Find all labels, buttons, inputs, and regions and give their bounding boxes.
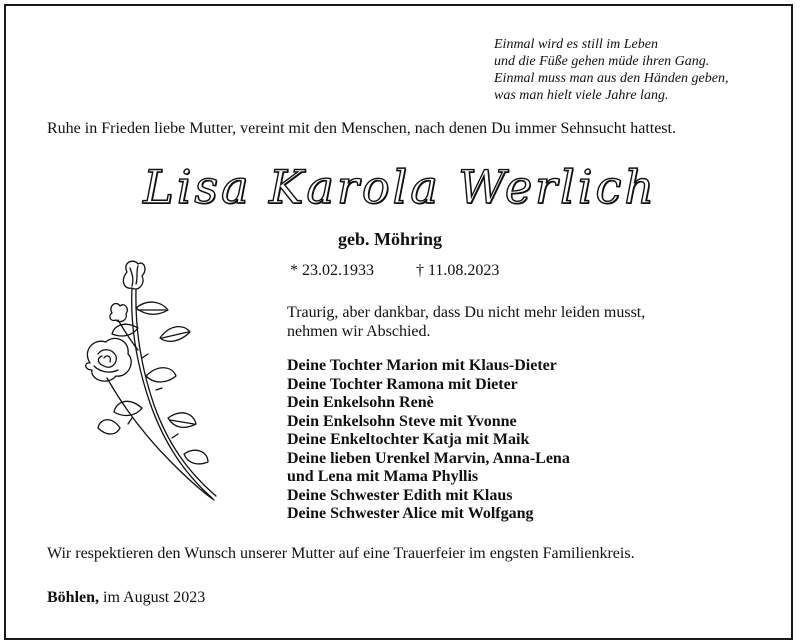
bud-detail	[130, 268, 133, 286]
mourner: und Lena mit Mama Phyllis	[287, 468, 479, 485]
thorn	[128, 418, 132, 424]
stem	[132, 288, 212, 498]
mourner: Dein Enkelsohn Steve mit Yvonne	[287, 412, 517, 430]
funeral-wish: Wir respektieren den Wunsch unserer Mutter auf eine Trauerfeier im engsten Familienkreis.	[47, 545, 635, 562]
birth-date: * 23.02.1933	[290, 262, 374, 279]
thorn	[172, 434, 178, 438]
leaf	[170, 420, 194, 424]
rose-petal	[98, 350, 116, 368]
leaf	[98, 420, 120, 434]
death-date: † 11.08.2023	[416, 262, 500, 279]
mourner: Dein Enkelsohn Renè	[287, 394, 434, 411]
stem	[136, 290, 216, 496]
poem-line: und die Füße gehen müde ihren Gang.	[494, 54, 710, 69]
mourner: Deine Tochter Marion mit Klaus-Dieter	[287, 357, 557, 374]
bud-detail	[136, 266, 138, 284]
mourner: Deine Schwester Alice mit Wolfgang	[287, 505, 534, 522]
rose-illustration	[72, 258, 232, 513]
place-date	[47, 589, 205, 607]
life-dates	[290, 262, 499, 280]
intro-text: Ruhe in Frieden liebe Mutter, vereint mit den Menschen, nach denen Du immer Sehnsucht hattest.	[47, 120, 676, 137]
place-name: Böhlen,	[47, 589, 100, 606]
birth-name: geb. Möhring	[338, 229, 443, 249]
mourner: Deine lieben Urenkel Marvin, Anna-Lena	[287, 449, 570, 467]
rose-bloom	[86, 338, 131, 381]
thorn	[142, 354, 148, 358]
deceased-name: Lisa Karola Werlich	[143, 160, 657, 214]
rose-petal	[104, 356, 110, 362]
leaf	[114, 401, 142, 415]
farewell-message	[287, 303, 645, 341]
mourners-list	[287, 357, 570, 524]
mourner: Deine Schwester Edith mit Klaus	[287, 486, 513, 504]
notice-date: im August 2023	[103, 589, 206, 606]
poem-line: Einmal muss man aus den Händen geben,	[494, 71, 729, 86]
mourner: Deine Tochter Ramona mit Dieter	[287, 375, 518, 393]
poem-line: was man hielt viele Jahre lang.	[494, 88, 669, 103]
message-line: nehmen wir Abschied.	[287, 323, 431, 340]
bud	[123, 261, 145, 289]
bud	[110, 304, 127, 322]
stem	[107, 378, 214, 500]
poem-line: Einmal wird es still im Leben	[494, 37, 658, 52]
leaf	[184, 450, 208, 464]
leaf	[136, 302, 168, 314]
poem	[494, 36, 784, 104]
leaf	[146, 368, 176, 382]
mourner: Deine Enkeltochter Katja mit Maik	[287, 431, 530, 448]
leaf	[160, 327, 190, 342]
thorn	[156, 388, 162, 390]
message-line: Traurig, aber dankbar, dass Du nicht mehr leiden musst,	[287, 304, 646, 321]
